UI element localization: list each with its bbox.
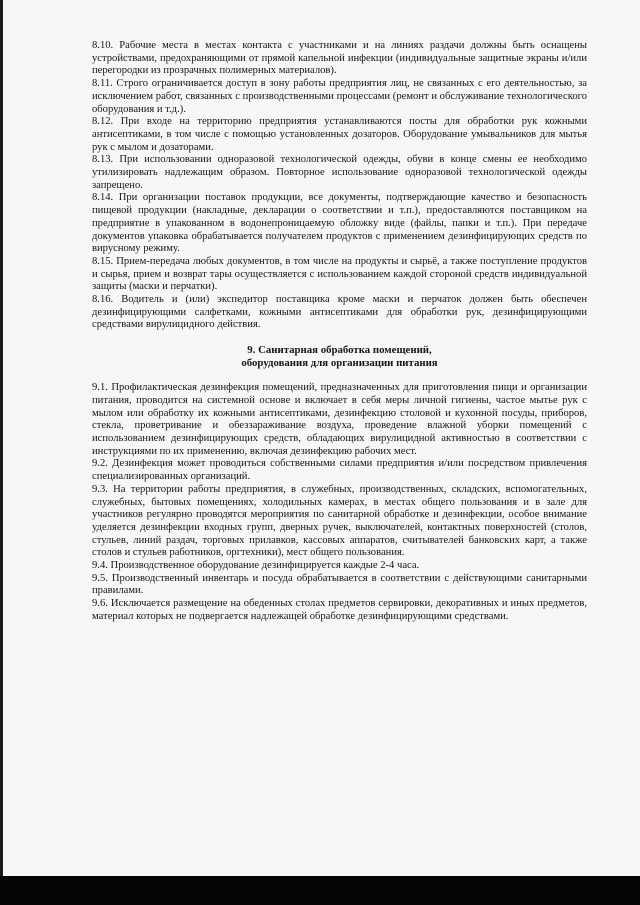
scan-edge	[0, 0, 3, 876]
paragraph-9-5: 9.5. Производственный инвентарь и посуда обрабатывается в соответствии с действующими санитарными правилами.	[92, 572, 587, 597]
paragraph-9-6: 9.6. Исключается размещение на обеденных столах предметов сервировки, декоративных и иных предметов, материал которых не подвергается надлежащей обработке дезинфицирующими средствами.	[92, 598, 587, 622]
paragraph-8-15: 8.15. Прием-передача любых документов, в том числе на продукты и сырьё, а также поступление продуктов и сырья, прием и возврат тары осуществляется с использованием каждой стороной средств индивидуальной защиты (маски и перчатки).	[92, 255, 587, 293]
section-9-title-line-2: оборудования для организации питания	[241, 357, 438, 370]
section-9-title-line-1: 9. Санитарная обработка помещений,	[247, 344, 432, 357]
paragraph-9-1: 9.1. Профилактическая дезинфекция помещений, предназначенных для приготовления пищи и организации питания, проводится на системной основе и включает в себя меры личной гигиены, частое мытье рук с мылом или обработку их кожными антисептиками, дезинфекцию столовой и кухонной посуды, приборов, стекла, проветривание и обеззараживание воздуха, проведение влажной уборки помещений с использованием дезинфицирующих средств, обладающих вирулицидной активностью в соответствии с инструкциями по их применению, включая дезинфекцию рабочих мест.	[92, 382, 587, 457]
paragraph-9-2: 9.2. Дезинфекция может проводиться собственными силами предприятия и/или посредством привлечения специализированных организаций.	[92, 458, 587, 483]
paragraph-8-10: 8.10. Рабочие места в местах контакта с участниками и на линиях раздачи должны быть оснащены устройствами, предохраняющими от прямой капельной инфекции (индивидуальные защитные экраны и/или перегородки из прозрачных полимерных материалов).	[92, 40, 587, 77]
paragraph-8-12: 8.12. При входе на территорию предприятия устанавливаются посты для обработки рук кожными антисептиками, в том числе с помощью установленных дозаторов. Оборудование умывальников для мытья рук с мылом и дозаторами.	[92, 116, 587, 153]
paragraph-8-11: 8.11. Строго ограничивается доступ в зону работы предприятия лиц, не связанных с его деятельностью, за исключением работ, связанных с производственными процессами (ремонт и обслуживание технологического оборудования и т.д.).	[92, 78, 587, 115]
section-9-title	[92, 344, 587, 370]
paragraph-8-13: 8.13. При использовании одноразовой технологической одежды, обуви в конце смены ее необходимо утилизировать надлежащим образом. Повторное использование одноразовой технологической одежды запрещено.	[92, 154, 587, 191]
paragraph-8-16: 8.16. Водитель и (или) экспедитор поставщика кроме маски и перчаток должен быть обеспечен дезинфицирующими салфетками, кожными антисептиками для обработки рук, дезинфицирующими средствами вирулицидного действия.	[92, 294, 587, 331]
paragraph-9-3: 9.3. На территории работы предприятия, в служебных, производственных, складских, вспомогательных, служебных, бытовых помещениях, холодильных камерах, в местах общего пользования и в зале для участников регулярно проводятся мероприятия по санитарной обработке и дезинфекции, особое внимание уделяется дезинфекции входных групп, дверных ручек, выключателей, контактных поверхностей (столов, стульев, линий раздач, торговых прилавков, кассовых аппаратов, считывателей банковских карт, а также столов и стульев работников, оргтехники), мест общего пользования.	[92, 483, 587, 559]
paragraph-8-14: 8.14. При организации поставок продукции, все документы, подтверждающие качество и безопасность пищевой продукции (накладные, декларации о соответствии и т.п.), предоставляются поставщиком на предприятие в упакованном в водонепроницаемую обложку виде (файлы, папки и т.п.). При передаче документов упаковка обрабатывается получателем продуктов с применением дезинфицирующих средств по вирусному режиму.	[92, 192, 587, 255]
paragraph-9-4: 9.4. Производственное оборудование дезинфицируется каждые 2-4 часа.	[92, 560, 420, 572]
scan-bottom-band	[0, 876, 640, 905]
spacer	[92, 332, 587, 344]
spacer	[92, 370, 587, 382]
document-body	[92, 40, 587, 624]
